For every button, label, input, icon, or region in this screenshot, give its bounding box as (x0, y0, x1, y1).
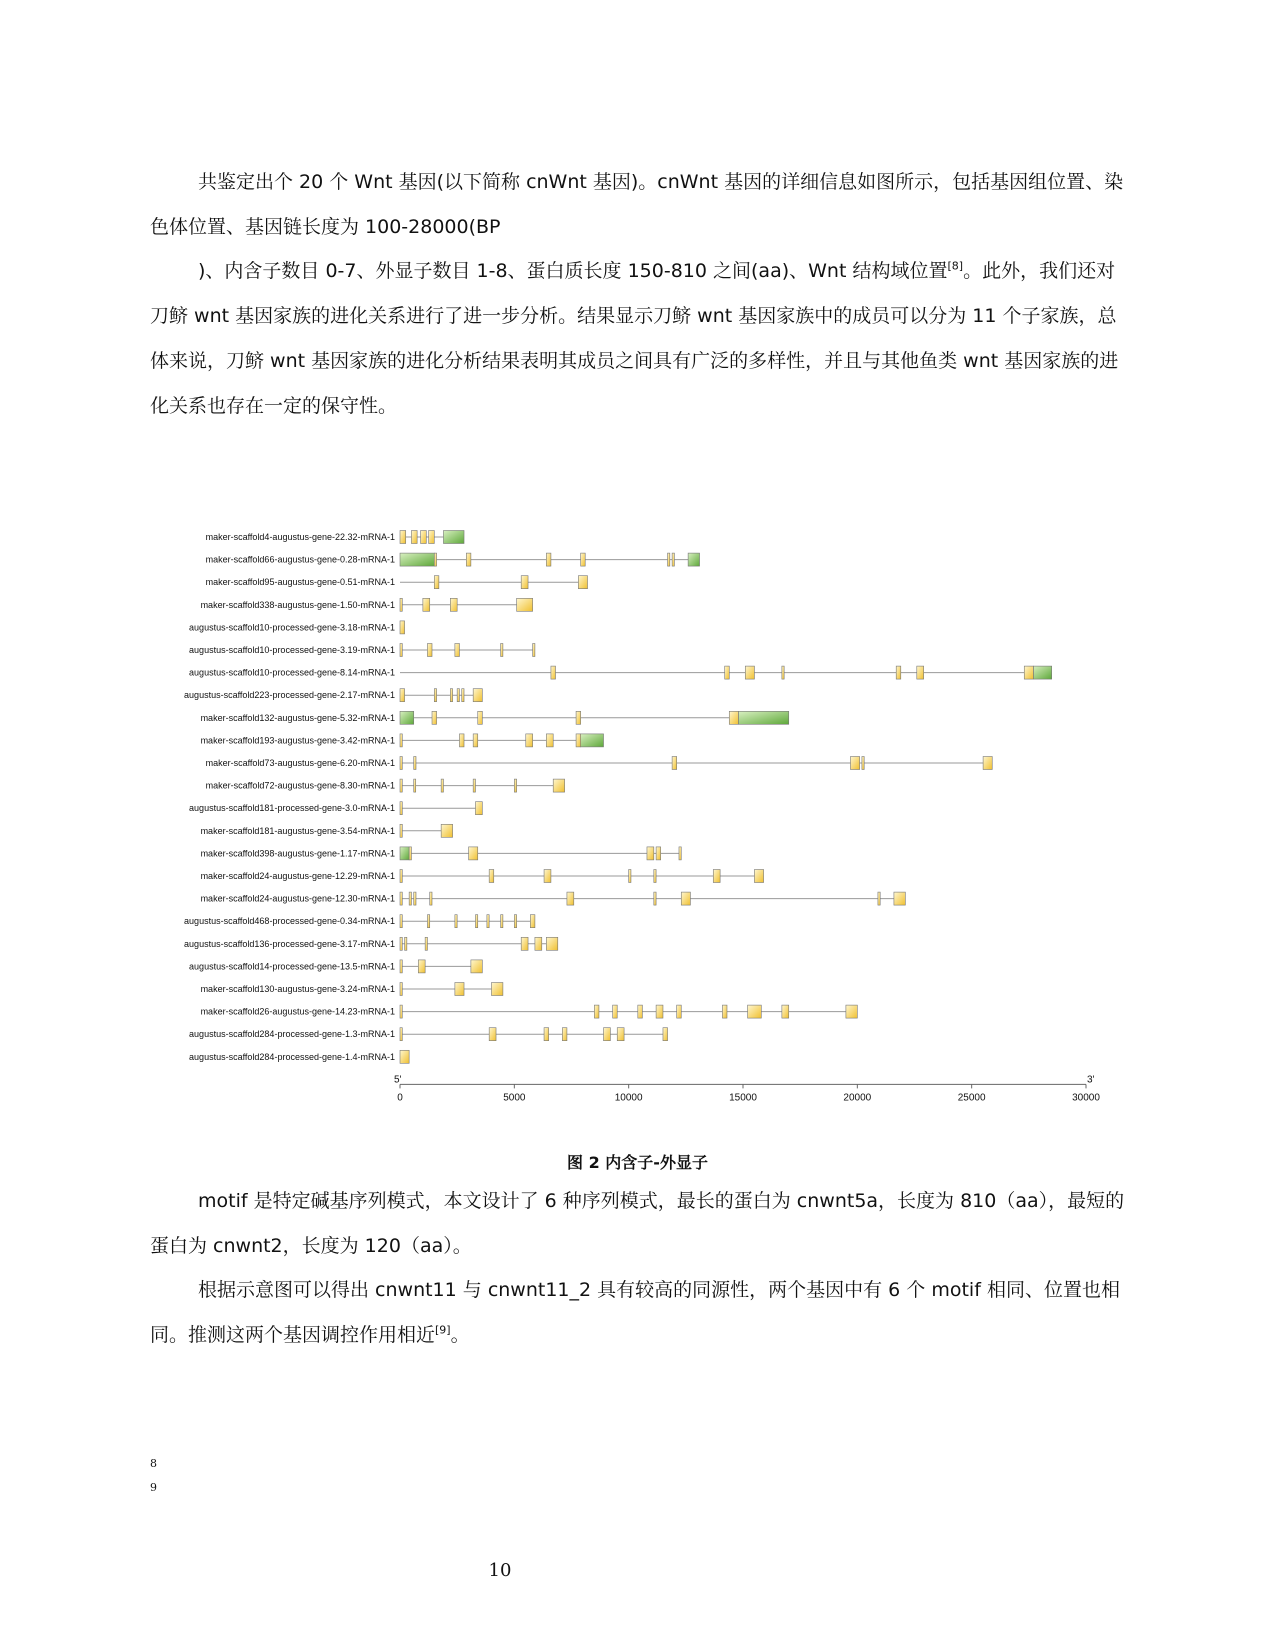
cds-block (400, 598, 402, 611)
gene-row (201, 1005, 858, 1018)
cds-block (400, 734, 402, 747)
gene-row (206, 576, 588, 589)
gene-label: maker-scaffold4-augustus-gene-22.32-mRNA-1 (205, 532, 395, 542)
cds-block (567, 892, 574, 905)
cds-block (430, 892, 432, 905)
cds-block (672, 757, 677, 770)
gene-label: maker-scaffold24-augustus-gene-12.30-mRNA-1 (200, 893, 395, 904)
gene-label: maker-scaffold132-augustus-gene-5.32-mRNA-1 (200, 712, 395, 723)
gene-label: augustus-scaffold284-processed-gene-1.3-mRNA-1 (189, 1029, 395, 1040)
gene-row (184, 915, 535, 928)
paragraph-4-text: 根据示意图可以得出 cnwnt11 与 cnwnt11_2 具有较高的同源性，两个基因中有 6 个 motif 相同、位置也相同。推测这两个基因调控作用相近 (150, 1279, 1120, 1346)
cds-block (455, 915, 457, 928)
cds-block (475, 802, 482, 815)
cds-block (551, 666, 556, 679)
cds-block (581, 553, 586, 566)
cds-block (434, 576, 439, 589)
cds-block (409, 847, 411, 860)
gene-row (206, 531, 464, 544)
x-tick-label: 20000 (843, 1092, 872, 1104)
cds-block (400, 621, 405, 634)
cds-block (553, 779, 564, 792)
x-tick-label: 5000 (503, 1092, 526, 1104)
gene-label: augustus-scaffold14-processed-gene-13.5-mRNA-1 (189, 961, 395, 972)
cds-block (745, 666, 754, 679)
utr-block (400, 847, 409, 860)
gene-label: maker-scaffold338-augustus-gene-1.50-mRNA-1 (200, 599, 395, 610)
cds-block (546, 734, 553, 747)
gene-label: maker-scaffold181-augustus-gene-3.54-mRNA-1 (200, 825, 395, 836)
cds-block (546, 937, 557, 950)
gene-label: maker-scaffold24-augustus-gene-12.29-mRNA-1 (200, 871, 395, 881)
gene-row (206, 757, 993, 770)
cds-block (894, 892, 905, 905)
cds-block (400, 915, 402, 928)
utr-block (581, 734, 604, 747)
cds-block (427, 644, 432, 657)
cds-block (434, 689, 436, 702)
cds-block (514, 779, 516, 792)
paragraph-2 (150, 249, 1130, 429)
cds-block (668, 553, 670, 566)
gene-row (184, 937, 558, 950)
cds-block (722, 1005, 727, 1018)
cds-block (434, 553, 436, 566)
cds-block (530, 915, 535, 928)
cds-block (521, 576, 528, 589)
cds-block (469, 847, 478, 860)
cds-block (526, 734, 533, 747)
cds-block (400, 937, 402, 950)
cds-block (896, 666, 901, 679)
cds-block (862, 757, 864, 770)
cds-block (878, 892, 880, 905)
cds-block (544, 870, 551, 883)
cds-block (663, 1028, 668, 1041)
cds-block (432, 711, 437, 724)
cds-block (400, 983, 402, 996)
cds-block (473, 689, 482, 702)
paragraph-4-end: 。 (450, 1324, 470, 1346)
x-tick-label: 25000 (957, 1092, 986, 1104)
gene-label: maker-scaffold73-augustus-gene-6.20-mRNA-1 (205, 758, 395, 768)
cds-block (617, 1028, 624, 1041)
cds-block (441, 779, 443, 792)
cds-block (613, 1005, 618, 1018)
utr-block (400, 711, 414, 724)
cds-block (681, 892, 690, 905)
footnote-8: 8 (150, 1457, 157, 1470)
cds-block (400, 802, 402, 815)
gene-row (201, 847, 682, 860)
gene-row (189, 644, 535, 657)
gene-label: augustus-scaffold10-processed-gene-3.19-mRNA-1 (189, 645, 395, 655)
gene-label: maker-scaffold130-augustus-gene-3.24-mRNA-1 (200, 984, 395, 994)
cds-block (501, 644, 503, 657)
cds-block (546, 553, 551, 566)
gene-row (189, 802, 482, 815)
cds-block (400, 644, 402, 657)
footnote-9: 9 (150, 1481, 157, 1494)
cds-block (533, 644, 535, 657)
cds-block (400, 689, 405, 702)
paragraph-3-text: motif 是特定碱基序列模式，本文设计了 6 种序列模式，最长的蛋白为 cnwnt5a，长度为 810（aa），最短的蛋白为 cnwnt2，长度为 120（aa）。 (150, 1190, 1125, 1257)
cds-block (604, 1028, 611, 1041)
gene-label: maker-scaffold66-augustus-gene-0.28-mRNA-1 (205, 554, 395, 565)
cds-block (629, 870, 631, 883)
gene-row (184, 689, 482, 702)
cds-block (459, 734, 464, 747)
cds-block (400, 779, 402, 792)
cds-block (425, 937, 427, 950)
cds-block (489, 870, 494, 883)
gene-label: maker-scaffold398-augustus-gene-1.17-mRNA-1 (200, 848, 395, 859)
gene-label: maker-scaffold193-augustus-gene-3.42-mRNA-1 (200, 735, 395, 746)
gene-row (189, 666, 1052, 679)
cds-block (400, 1050, 409, 1063)
cds-block (400, 824, 402, 837)
cds-block (514, 915, 516, 928)
paragraph-2-text-a: )、内含子数目 0-7、外显子数目 1-8、蛋白质长度 150-810 之间(aa)、Wnt 结构域位置 (198, 260, 948, 282)
gene-row (189, 1050, 409, 1063)
cds-block (729, 711, 738, 724)
cds-block (421, 531, 427, 544)
cds-block (654, 892, 656, 905)
gene-row (201, 734, 604, 747)
gene-label: augustus-scaffold10-processed-gene-3.18-mRNA-1 (189, 622, 395, 633)
cds-block (418, 960, 425, 973)
cds-block (562, 1028, 567, 1041)
cds-block (487, 915, 489, 928)
cds-block (466, 553, 471, 566)
cds-block (475, 915, 477, 928)
cds-block (677, 1005, 682, 1018)
cds-block (517, 598, 533, 611)
x-tick-label: 30000 (1072, 1092, 1100, 1104)
gene-row (206, 553, 700, 566)
cds-block (638, 1005, 643, 1018)
cds-block (576, 734, 581, 747)
cds-block (489, 1028, 496, 1041)
gene-row (189, 960, 482, 973)
gene-row (201, 870, 764, 883)
gene-structure-figure (0, 500, 1275, 1104)
cds-block (427, 915, 429, 928)
cds-block (983, 757, 992, 770)
cds-block (521, 937, 528, 950)
cds-block (400, 757, 402, 770)
cds-block (491, 983, 502, 996)
cds-block (654, 870, 656, 883)
cds-block (414, 757, 416, 770)
gene-row (189, 1028, 667, 1041)
citation-9[interactable]: [9] (435, 1323, 451, 1337)
cds-block (414, 779, 416, 792)
cds-block (754, 870, 763, 883)
gene-label: augustus-scaffold284-processed-gene-1.4-mRNA-1 (189, 1051, 395, 1062)
cds-block (656, 1005, 663, 1018)
gene-label: augustus-scaffold223-processed-gene-2.17-mRNA-1 (184, 690, 395, 701)
cds-block (478, 711, 483, 724)
paragraph-3 (150, 1179, 1130, 1269)
cds-block (535, 937, 542, 950)
x-tick-label: 10000 (614, 1092, 643, 1104)
gene-label: augustus-scaffold181-processed-gene-3.0-mRNA-1 (189, 803, 395, 814)
cds-block (594, 1005, 599, 1018)
x-tick-label: 15000 (729, 1092, 757, 1104)
cds-block (414, 892, 416, 905)
cds-block (782, 1005, 789, 1018)
utr-block (400, 553, 434, 566)
gene-label: augustus-scaffold468-processed-gene-0.34-mRNA-1 (184, 916, 395, 927)
cds-block (409, 892, 411, 905)
paragraph-1-text: 共鉴定出个 20 个 Wnt 基因(以下简称 cnWnt 基因)。cnWnt 基因的详细信息如图所示，包括基因组位置、染色体位置、基因链长度为 100-28000(BP (150, 171, 1124, 238)
cds-block (457, 689, 459, 702)
cds-block (400, 1028, 402, 1041)
cds-block (748, 1005, 762, 1018)
x-tick-label: 0 (397, 1092, 403, 1104)
cds-block (782, 666, 784, 679)
cds-block (423, 598, 430, 611)
paragraph-1 (150, 160, 1130, 250)
cds-block (850, 757, 859, 770)
gene-row (201, 983, 503, 996)
utr-block (443, 531, 464, 544)
cds-block (455, 983, 464, 996)
cds-block (1024, 666, 1033, 679)
cds-block (411, 531, 417, 544)
cds-block (400, 1005, 402, 1018)
gene-row (201, 711, 789, 724)
cds-block (429, 531, 435, 544)
cds-block (576, 711, 581, 724)
cds-block (441, 824, 452, 837)
gene-row (201, 598, 533, 611)
cds-block (544, 1028, 549, 1041)
cds-block (400, 531, 406, 544)
axis-end-label: 3' (1087, 1074, 1095, 1086)
gene-label: maker-scaffold72-augustus-gene-8.30-mRNA-1 (205, 780, 395, 791)
citation-8[interactable]: [8] (947, 259, 964, 273)
utr-block (1033, 666, 1051, 679)
cds-block (578, 576, 587, 589)
cds-block (450, 598, 457, 611)
cds-block (473, 779, 475, 792)
cds-block (405, 937, 407, 950)
gene-row (201, 824, 453, 837)
gene-label: augustus-scaffold136-processed-gene-3.17-mRNA-1 (184, 938, 395, 949)
gene-row (206, 779, 565, 792)
cds-block (471, 960, 482, 973)
cds-block (917, 666, 924, 679)
cds-block (713, 870, 720, 883)
gene-label: augustus-scaffold10-processed-gene-8.14-mRNA-1 (189, 667, 395, 678)
gene-row (201, 892, 906, 905)
gene-label: maker-scaffold26-augustus-gene-14.23-mRNA-1 (200, 1006, 395, 1017)
utr-block (688, 553, 699, 566)
cds-block (846, 1005, 857, 1018)
utr-block (738, 711, 788, 724)
axis-start-label: 5' (394, 1074, 402, 1086)
cds-block (462, 689, 464, 702)
cds-block (473, 734, 478, 747)
cds-block (672, 553, 674, 566)
paragraph-4 (150, 1268, 1130, 1358)
cds-block (455, 644, 460, 657)
gene-row (189, 621, 405, 634)
cds-block (400, 892, 402, 905)
figure-caption: 图 2 内含子-外显子 (567, 1153, 708, 1172)
gene-label: maker-scaffold95-augustus-gene-0.51-mRNA-1 (205, 577, 395, 588)
cds-block (450, 689, 452, 702)
cds-block (400, 960, 402, 973)
cds-block (725, 666, 730, 679)
page-number: 10 (488, 1560, 512, 1581)
cds-block (656, 847, 661, 860)
cds-block (400, 870, 402, 883)
cds-block (501, 915, 503, 928)
cds-block (679, 847, 681, 860)
paragraph-2-text-b: 。此外，我们还对刀鲚 wnt 基因家族的进化关系进行了进一步分析。结果显示刀鲚 wnt 基因家族中的成员可以分为 11 个子家族，总体来说，刀鲚 wnt 基因家族的进化分析结果表明其成员之间具有广泛的多样性，并且与其他鱼类 wnt 基因家族的进化关系也存在一定的保守性。 (150, 260, 1119, 417)
cds-block (647, 847, 654, 860)
